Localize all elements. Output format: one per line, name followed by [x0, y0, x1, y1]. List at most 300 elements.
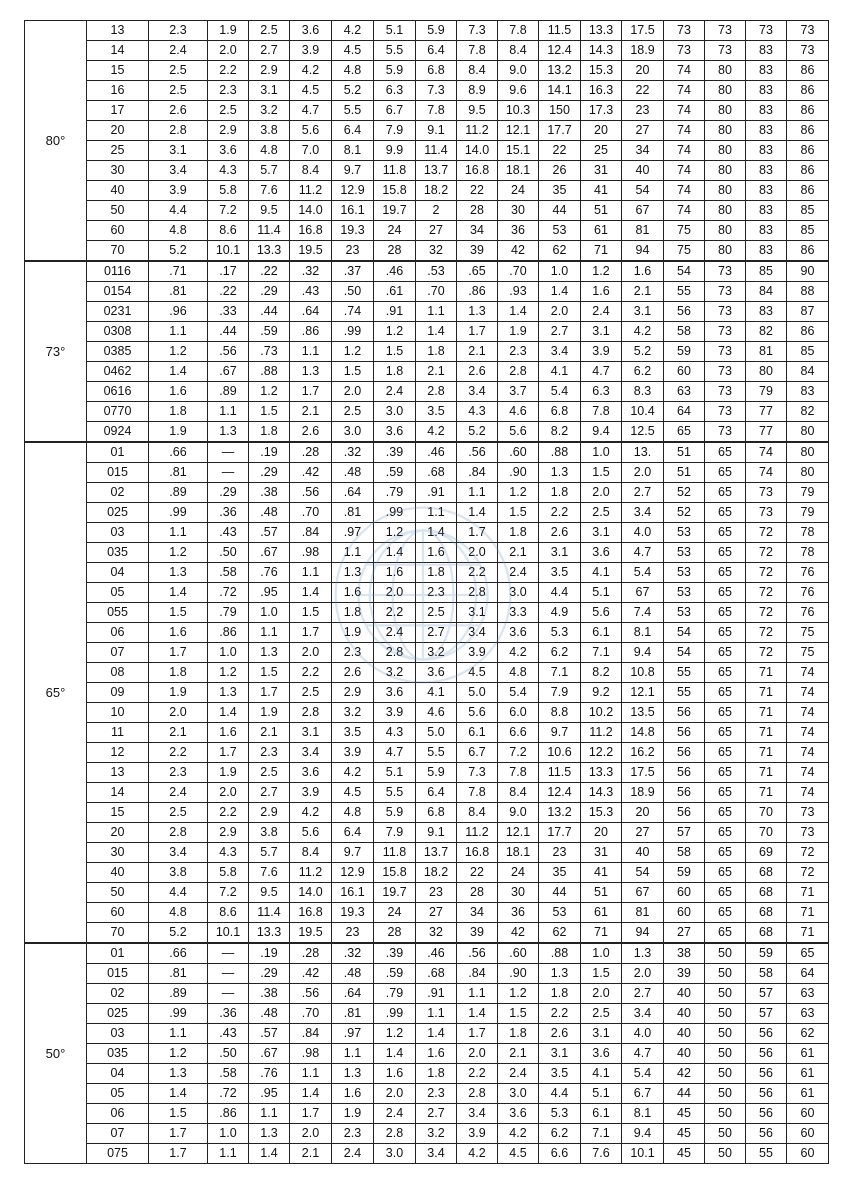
table-cell: 16.3 [581, 81, 622, 101]
table-cell: 3.9 [290, 41, 332, 61]
table-cell: 83 [746, 302, 787, 322]
table-cell: 2.8 [149, 121, 208, 141]
table-cell: 6.0 [498, 703, 539, 723]
table-cell: 74 [787, 743, 829, 763]
table-cell: 38 [664, 943, 705, 964]
table-cell: 79 [787, 503, 829, 523]
table-cell: 65 [664, 422, 705, 443]
table-cell: .36 [208, 1004, 249, 1024]
table-cell: 2.5 [581, 503, 622, 523]
table-cell: 5.3 [539, 623, 581, 643]
table-cell: .50 [208, 543, 249, 563]
table-cell: 65 [705, 543, 746, 563]
table-cell: 65 [705, 843, 746, 863]
table-cell: 76 [787, 583, 829, 603]
table-cell: 94 [622, 923, 664, 944]
table-cell: 2.0 [208, 783, 249, 803]
table-cell: 4.8 [249, 141, 290, 161]
table-cell: 54 [664, 261, 705, 282]
table-cell: 74 [746, 442, 787, 463]
row-key-cell: 07 [87, 1124, 149, 1144]
table-cell: 1.5 [498, 503, 539, 523]
table-cell: 2.3 [416, 583, 457, 603]
table-row [25, 101, 829, 121]
table-cell: 56 [664, 763, 705, 783]
table-cell: 4.2 [498, 643, 539, 663]
table-cell: .84 [290, 1024, 332, 1044]
table-cell: 86 [787, 61, 829, 81]
table-cell: 5.2 [149, 241, 208, 262]
table-cell: .99 [374, 503, 416, 523]
table-cell: 79 [787, 483, 829, 503]
table-cell: 39 [457, 241, 498, 262]
table-cell: 18.1 [498, 161, 539, 181]
table-cell: .59 [249, 322, 290, 342]
table-cell: 1.1 [249, 623, 290, 643]
table-cell: 75 [664, 221, 705, 241]
table-cell: 9.1 [416, 823, 457, 843]
row-key-cell: 11 [87, 723, 149, 743]
table-cell: 2.7 [249, 41, 290, 61]
table-cell: 65 [705, 743, 746, 763]
table-cell: 56 [664, 302, 705, 322]
angle-label: 65° [25, 442, 87, 943]
table-cell: .74 [332, 302, 374, 322]
row-key-cell: 075 [87, 1144, 149, 1164]
table-cell: 22 [622, 81, 664, 101]
table-cell: 7.8 [416, 101, 457, 121]
table-cell: 12.4 [539, 783, 581, 803]
table-cell: 2.8 [457, 583, 498, 603]
table-cell: .70 [290, 503, 332, 523]
table-cell: 15.8 [374, 863, 416, 883]
table-cell: 5.0 [457, 683, 498, 703]
table-cell: 8.6 [208, 903, 249, 923]
table-cell: 65 [705, 723, 746, 743]
table-cell: 14.8 [622, 723, 664, 743]
table-cell: 5.1 [374, 763, 416, 783]
row-key-cell: 015 [87, 964, 149, 984]
table-cell: 2.0 [374, 583, 416, 603]
table-cell: .33 [208, 302, 249, 322]
row-key-cell: 30 [87, 161, 149, 181]
table-cell: .19 [249, 943, 290, 964]
table-cell: 18.1 [498, 843, 539, 863]
table-cell: 73 [787, 803, 829, 823]
table-cell: 2.1 [457, 342, 498, 362]
table-cell: 50 [705, 1064, 746, 1084]
table-cell: 6.8 [539, 402, 581, 422]
row-key-cell: 40 [87, 181, 149, 201]
table-cell: 69 [746, 843, 787, 863]
table-cell: 2.2 [457, 563, 498, 583]
table-cell: 4.3 [374, 723, 416, 743]
table-cell: 1.7 [290, 623, 332, 643]
table-cell: 65 [787, 943, 829, 964]
table-cell: .95 [249, 583, 290, 603]
table-cell: 65 [705, 803, 746, 823]
row-key-cell: 70 [87, 923, 149, 944]
table-cell: 4.0 [622, 1024, 664, 1044]
table-cell: 65 [705, 863, 746, 883]
table-cell: 74 [746, 463, 787, 483]
table-cell: 3.2 [416, 643, 457, 663]
table-cell: 65 [705, 663, 746, 683]
table-cell: 5.8 [208, 181, 249, 201]
table-cell: 1.1 [149, 322, 208, 342]
table-cell: 9.1 [416, 121, 457, 141]
table-cell: 3.1 [249, 81, 290, 101]
table-cell: 22 [457, 181, 498, 201]
table-cell: 51 [581, 201, 622, 221]
table-cell: 75 [787, 623, 829, 643]
table-cell: 50 [705, 964, 746, 984]
table-cell: 12.1 [622, 683, 664, 703]
table-cell: 71 [581, 241, 622, 262]
table-cell: 8.4 [457, 61, 498, 81]
table-cell: 8.6 [208, 221, 249, 241]
table-cell: 10.4 [622, 402, 664, 422]
table-cell: 1.3 [249, 1124, 290, 1144]
table-cell: 14.0 [290, 201, 332, 221]
table-cell: .39 [374, 442, 416, 463]
table-cell: 1.8 [498, 523, 539, 543]
table-cell: 9.5 [457, 101, 498, 121]
table-cell: .37 [332, 261, 374, 282]
table-cell: 2.8 [290, 703, 332, 723]
table-cell: 65 [705, 703, 746, 723]
table-cell: 73 [746, 21, 787, 41]
table-cell: 53 [664, 523, 705, 543]
table-cell: .32 [332, 943, 374, 964]
table-cell: 6.4 [332, 823, 374, 843]
table-cell: 80 [705, 61, 746, 81]
table-cell: 14.3 [581, 41, 622, 61]
table-cell: 83 [746, 61, 787, 81]
table-cell: .96 [149, 302, 208, 322]
table-cell: 8.3 [622, 382, 664, 402]
table-row [25, 823, 829, 843]
table-cell: 64 [787, 964, 829, 984]
table-cell: 55 [664, 683, 705, 703]
table-cell: 3.1 [457, 603, 498, 623]
table-cell: 8.4 [290, 161, 332, 181]
table-cell: 1.8 [249, 422, 290, 443]
table-cell: .67 [249, 543, 290, 563]
table-cell: 32 [416, 241, 457, 262]
table-cell: 3.1 [290, 723, 332, 743]
table-cell: 9.6 [498, 81, 539, 101]
table-cell: 9.7 [332, 161, 374, 181]
table-cell: 1.7 [290, 1104, 332, 1124]
table-cell: 13.3 [581, 763, 622, 783]
table-cell: 10.6 [539, 743, 581, 763]
table-cell: 90 [787, 261, 829, 282]
table-cell: 4.2 [332, 21, 374, 41]
row-key-cell: 60 [87, 903, 149, 923]
table-cell: 4.5 [332, 783, 374, 803]
table-cell: 1.8 [539, 984, 581, 1004]
table-cell: 34 [622, 141, 664, 161]
table-cell: .79 [374, 483, 416, 503]
table-cell: 1.3 [290, 362, 332, 382]
table-cell: 12.2 [581, 743, 622, 763]
table-cell: 3.9 [581, 342, 622, 362]
table-cell: .19 [249, 442, 290, 463]
table-cell: 4.3 [208, 161, 249, 181]
table-cell: 3.9 [332, 743, 374, 763]
table-cell: 14.0 [290, 883, 332, 903]
table-cell: 65 [705, 823, 746, 843]
table-cell: 3.5 [539, 1064, 581, 1084]
table-cell: 56 [746, 1084, 787, 1104]
table-cell: 71 [746, 723, 787, 743]
table-cell: 2.0 [581, 984, 622, 1004]
table-cell: 54 [664, 623, 705, 643]
table-cell: 6.7 [457, 743, 498, 763]
table-cell: 80 [705, 161, 746, 181]
table-cell: .81 [332, 1004, 374, 1024]
table-cell: 86 [787, 81, 829, 101]
table-cell: 2.5 [149, 81, 208, 101]
table-cell: 2.9 [249, 803, 290, 823]
table-cell: .29 [249, 463, 290, 483]
table-cell: 15.8 [374, 181, 416, 201]
table-cell: 6.4 [332, 121, 374, 141]
row-key-cell: 13 [87, 21, 149, 41]
table-cell: 24 [374, 903, 416, 923]
table-cell: 72 [746, 603, 787, 623]
table-cell: 72 [746, 543, 787, 563]
table-cell: 5.6 [290, 823, 332, 843]
table-cell: 1.3 [539, 964, 581, 984]
table-cell: 59 [746, 943, 787, 964]
table-cell: 73 [664, 41, 705, 61]
table-cell: 1.4 [149, 583, 208, 603]
table-cell: .70 [290, 1004, 332, 1024]
table-cell: .98 [290, 1044, 332, 1064]
table-cell: 17.5 [622, 763, 664, 783]
table-cell: 1.1 [457, 483, 498, 503]
table-cell: .88 [539, 442, 581, 463]
table-cell: 13.3 [249, 923, 290, 944]
table-cell: 4.7 [374, 743, 416, 763]
table-cell: 2.1 [498, 543, 539, 563]
table-cell: 12.4 [539, 41, 581, 61]
table-cell: 14.3 [581, 783, 622, 803]
table-cell: 2.2 [290, 663, 332, 683]
table-cell: 60 [664, 362, 705, 382]
table-cell: 2.9 [208, 121, 249, 141]
row-key-cell: 01 [87, 943, 149, 964]
table-cell: 61 [581, 903, 622, 923]
table-cell: 73 [705, 382, 746, 402]
table-cell: 2.0 [457, 543, 498, 563]
table-cell: 4.2 [290, 803, 332, 823]
table-cell: 4.2 [290, 61, 332, 81]
table-cell: 1.1 [332, 1044, 374, 1064]
table-cell: 16.8 [457, 843, 498, 863]
table-cell: 9.5 [249, 201, 290, 221]
table-cell: .91 [416, 984, 457, 1004]
table-cell: 65 [705, 603, 746, 623]
table-cell: 7.9 [374, 823, 416, 843]
table-cell: 2.6 [149, 101, 208, 121]
table-cell: 2.0 [622, 463, 664, 483]
table-cell: 3.1 [622, 302, 664, 322]
table-row [25, 322, 829, 342]
table-cell: 41 [581, 181, 622, 201]
table-cell: 68 [746, 923, 787, 944]
table-cell: 85 [787, 342, 829, 362]
table-cell: 2.0 [457, 1044, 498, 1064]
table-cell: 7.8 [457, 41, 498, 61]
table-cell: 13.7 [416, 843, 457, 863]
table-cell: 2.1 [290, 402, 332, 422]
table-cell: 2.2 [539, 503, 581, 523]
table-cell: 26 [539, 161, 581, 181]
table-cell: 1.3 [539, 463, 581, 483]
table-cell: 1.3 [332, 563, 374, 583]
table-cell: .99 [149, 503, 208, 523]
table-row [25, 943, 829, 964]
table-cell: .88 [539, 943, 581, 964]
table-cell: .38 [249, 483, 290, 503]
table-cell: 4.8 [332, 803, 374, 823]
table-cell: 5.9 [374, 803, 416, 823]
table-cell: 73 [705, 302, 746, 322]
globe-seal-icon [328, 500, 518, 690]
table-cell: 18.2 [416, 863, 457, 883]
table-cell: .32 [290, 261, 332, 282]
table-row [25, 743, 829, 763]
table-cell: 68 [746, 863, 787, 883]
table-cell: 7.8 [498, 21, 539, 41]
table-cell: 2.0 [539, 302, 581, 322]
table-cell: 8.4 [498, 783, 539, 803]
table-cell: 2.6 [457, 362, 498, 382]
table-cell: .99 [374, 1004, 416, 1024]
table-row [25, 883, 829, 903]
table-cell: 1.3 [332, 1064, 374, 1084]
table-cell: 88 [787, 282, 829, 302]
table-cell: 73 [664, 21, 705, 41]
table-cell: 22 [539, 141, 581, 161]
table-cell: .42 [290, 463, 332, 483]
table-cell: 71 [787, 883, 829, 903]
table-row [25, 342, 829, 362]
table-cell: 65 [705, 503, 746, 523]
table-cell: 51 [581, 883, 622, 903]
table-cell: 2.9 [332, 683, 374, 703]
table-cell: 2.5 [581, 1004, 622, 1024]
table-cell: 87 [787, 302, 829, 322]
table-cell: 56 [746, 1104, 787, 1124]
table-cell: 28 [374, 241, 416, 262]
table-cell: 60 [787, 1144, 829, 1164]
table-cell: 6.2 [622, 362, 664, 382]
table-cell: 27 [416, 221, 457, 241]
table-cell: 1.6 [374, 1064, 416, 1084]
table-cell: 3.9 [374, 703, 416, 723]
table-cell: 3.8 [249, 121, 290, 141]
table-cell: 28 [374, 923, 416, 944]
table-cell: 1.2 [149, 342, 208, 362]
table-cell: 83 [746, 41, 787, 61]
table-cell: 71 [787, 903, 829, 923]
table-cell: 16.8 [290, 903, 332, 923]
table-cell: 8.4 [290, 843, 332, 863]
table-cell: 3.1 [539, 543, 581, 563]
table-cell: 7.6 [249, 181, 290, 201]
table-cell: 8.1 [622, 623, 664, 643]
table-cell: 72 [746, 563, 787, 583]
table-cell: 1.6 [416, 1044, 457, 1064]
table-cell: 3.2 [332, 703, 374, 723]
table-cell: .61 [374, 282, 416, 302]
table-cell: 1.9 [249, 703, 290, 723]
row-key-cell: 06 [87, 623, 149, 643]
table-cell: 6.8 [416, 61, 457, 81]
table-cell: 2.8 [374, 643, 416, 663]
table-cell: 1.1 [249, 1104, 290, 1124]
table-cell: .39 [374, 943, 416, 964]
table-cell: 55 [664, 663, 705, 683]
table-cell: 5.5 [332, 101, 374, 121]
table-row [25, 121, 829, 141]
table-cell: 1.4 [149, 1084, 208, 1104]
table-cell: 59 [664, 342, 705, 362]
table-cell: 3.4 [622, 1004, 664, 1024]
table-cell: 1.4 [539, 282, 581, 302]
table-cell: .56 [290, 483, 332, 503]
table-cell: 4.9 [539, 603, 581, 623]
table-cell: 9.0 [498, 803, 539, 823]
table-cell: 2.1 [249, 723, 290, 743]
table-cell: 11.8 [374, 161, 416, 181]
table-cell: 73 [705, 41, 746, 61]
table-cell: 3.8 [149, 863, 208, 883]
table-cell: 1.8 [149, 402, 208, 422]
table-cell: 1.1 [290, 342, 332, 362]
table-cell: 53 [539, 903, 581, 923]
table-cell: 3.4 [290, 743, 332, 763]
table-row [25, 923, 829, 944]
table-cell: 1.1 [149, 523, 208, 543]
table-row [25, 1104, 829, 1124]
table-cell: 65 [705, 903, 746, 923]
table-cell: 1.2 [374, 322, 416, 342]
table-cell: 84 [787, 362, 829, 382]
table-cell: .67 [208, 362, 249, 382]
table-cell: 1.9 [498, 322, 539, 342]
table-cell: 74 [664, 121, 705, 141]
table-cell: 1.6 [149, 382, 208, 402]
table-cell: 65 [705, 683, 746, 703]
table-cell: 4.2 [332, 763, 374, 783]
row-key-cell: 0616 [87, 382, 149, 402]
table-cell: 42 [498, 923, 539, 944]
table-cell: 80 [705, 181, 746, 201]
table-cell: 3.6 [374, 683, 416, 703]
table-cell: 9.5 [249, 883, 290, 903]
table-cell: 2.2 [539, 1004, 581, 1024]
table-cell: 86 [787, 121, 829, 141]
table-cell: 2.4 [374, 623, 416, 643]
table-cell: .81 [332, 503, 374, 523]
table-cell: 10.8 [622, 663, 664, 683]
table-cell: 61 [787, 1044, 829, 1064]
